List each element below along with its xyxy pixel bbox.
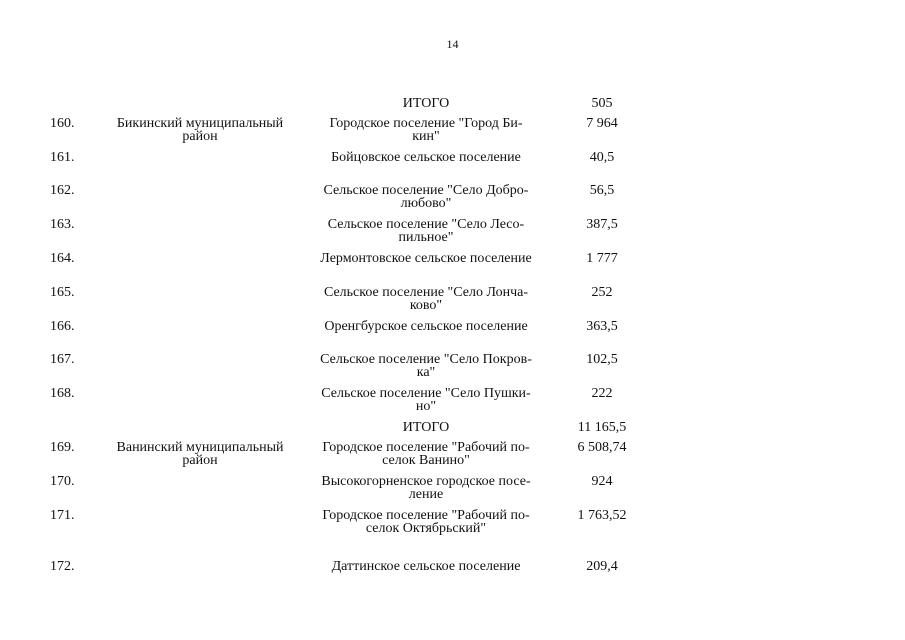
settlement-name (300, 184, 552, 210)
settlement-name (300, 387, 552, 413)
settlement-line: Бойцовское сельское поселение (331, 150, 521, 165)
amount-value: 56,5 (589, 183, 615, 198)
amount-value: 11 165,5 (577, 420, 627, 435)
table-row (0, 441, 905, 471)
row-number: 171. (50, 508, 75, 523)
amount-value: 7 964 (586, 116, 618, 131)
settlement-line: любово" (400, 196, 452, 211)
district-line: район (182, 453, 218, 468)
row-number: 167. (50, 352, 75, 367)
amount-value: 1 777 (586, 251, 618, 266)
settlement-line: Высокогорненское городское посе- (321, 474, 531, 489)
row-number: 166. (50, 319, 75, 334)
amount-value: 222 (591, 386, 613, 401)
row-number: 168. (50, 386, 75, 401)
settlement-name (300, 509, 552, 535)
settlement-name (300, 441, 552, 467)
settlement-line: ление (408, 487, 444, 502)
settlement-name (300, 286, 552, 312)
table-row (0, 151, 905, 181)
district-line: район (182, 129, 218, 144)
settlement-line: кин" (412, 129, 440, 144)
settlement-name (300, 117, 552, 143)
settlement-name (300, 97, 552, 110)
settlement-line: Городское поселение "Город Би- (329, 116, 523, 131)
amount-value: 387,5 (586, 217, 618, 232)
district-line: Бикинский муниципальный (116, 116, 284, 131)
settlement-name (300, 218, 552, 244)
settlement-name (300, 353, 552, 379)
settlement-name (300, 252, 552, 265)
settlement-line: пильное" (398, 230, 454, 245)
table-row (0, 117, 905, 147)
table-row (0, 387, 905, 417)
settlement-name (300, 151, 552, 164)
settlement-line: но" (415, 399, 437, 414)
amount-value: 505 (591, 96, 613, 111)
settlement-line: Сельское поселение "Село Лонча- (323, 285, 529, 300)
table-row (0, 252, 905, 282)
settlement-line: Сельское поселение "Село Пушки- (321, 386, 531, 401)
settlement-name (300, 475, 552, 501)
amount-value: 209,4 (586, 559, 618, 574)
settlement-line: селок Ванино" (382, 453, 470, 468)
settlement-line: Сельское поселение "Село Добро- (323, 183, 529, 198)
settlement-line: Городское поселение "Рабочий по- (322, 508, 530, 523)
table-row (0, 286, 905, 316)
settlement-line: селок Октябрьский" (365, 521, 487, 536)
table-row (0, 353, 905, 383)
settlement-line: ИТОГО (402, 420, 450, 435)
table-row (0, 320, 905, 350)
row-number: 163. (50, 217, 75, 232)
settlement-name (300, 421, 552, 434)
amount-value: 363,5 (586, 319, 618, 334)
page-number: 14 (446, 37, 459, 51)
row-number: 169. (50, 440, 75, 455)
amount-value: 40,5 (589, 150, 615, 165)
settlement-line: ка" (416, 365, 436, 380)
table-row (0, 509, 905, 539)
district-line: Ванинский муниципальный (116, 440, 284, 455)
settlement-line: Городское поселение "Рабочий по- (322, 440, 530, 455)
table-row (0, 560, 905, 590)
settlement-line: ково" (409, 298, 443, 313)
table-row (0, 475, 905, 505)
row-number: 172. (50, 559, 75, 574)
amount-value: 102,5 (586, 352, 618, 367)
row-number: 161. (50, 150, 75, 165)
settlement-line: Сельское поселение "Село Покров- (320, 352, 532, 367)
settlement-name (300, 560, 552, 573)
row-number: 165. (50, 285, 75, 300)
settlement-line: Сельское поселение "Село Лесо- (327, 217, 525, 232)
table-row (0, 184, 905, 214)
settlement-line: Даттинское сельское поселение (331, 559, 521, 574)
district-name (100, 441, 300, 467)
settlement-line: ИТОГО (402, 96, 450, 111)
settlement-line: Лермонтовское сельское поселение (320, 251, 532, 266)
amount-value: 252 (591, 285, 613, 300)
row-number: 162. (50, 183, 75, 198)
settlement-line: Оренгбурское сельское поселение (324, 319, 528, 334)
amount-value: 6 508,74 (577, 440, 627, 455)
amount-value: 1 763,52 (577, 508, 627, 523)
row-number: 170. (50, 474, 75, 489)
district-name (100, 117, 300, 143)
table-row (0, 218, 905, 248)
settlement-name (300, 320, 552, 333)
amount-value: 924 (591, 474, 613, 489)
row-number: 164. (50, 251, 75, 266)
row-number: 160. (50, 116, 75, 131)
